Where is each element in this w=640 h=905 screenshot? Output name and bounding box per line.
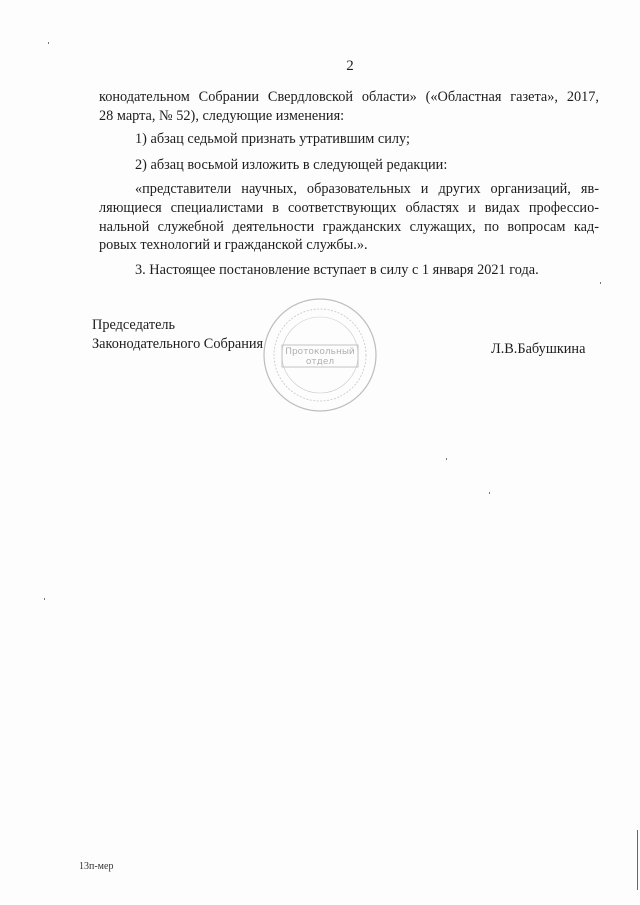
scan-edge-mark bbox=[637, 830, 638, 890]
signer-name: Л.В.Бабушкина bbox=[491, 341, 586, 357]
signature-title bbox=[92, 316, 263, 353]
quote-line-1: «представители научных, образовательных и других организаций, яв- bbox=[135, 181, 599, 198]
quote-line-3: нальной служебной деятельности гражданских служащих, по вопросам кад- bbox=[99, 218, 599, 235]
paragraph-3: 3. Настоящее постановление вступает в силу с 1 января 2021 года. bbox=[135, 261, 539, 278]
list-item-2: 2) абзац восьмой изложить в следующей редакции: bbox=[135, 156, 448, 173]
page-number: 2 bbox=[346, 58, 354, 74]
body-line-1: конодательном Собрании Свердловской области» («Областная газета», 2017, bbox=[99, 89, 599, 105]
footer-code: 13п-мер bbox=[79, 861, 114, 872]
scan-speck bbox=[600, 282, 601, 284]
quoted-text-block bbox=[99, 180, 599, 254]
scan-speck bbox=[48, 42, 49, 44]
scan-speck bbox=[446, 458, 447, 460]
quote-line-2: ляющиеся специалистами в соответствующих областях и видах профессио- bbox=[99, 199, 599, 216]
signature-title-line-2: Законодательного Собрания bbox=[92, 335, 264, 352]
body-line-2: 28 марта, № 52), следующие изменения: bbox=[99, 107, 345, 124]
list-item-1: 1) абзац седьмой признать утратившим силу; bbox=[135, 131, 410, 148]
document-body bbox=[99, 88, 599, 279]
stamp-text-line-2: отдел bbox=[305, 357, 335, 367]
scan-speck bbox=[489, 492, 490, 494]
scan-speck bbox=[44, 598, 45, 600]
signature-title-line-1: Председатель bbox=[92, 317, 176, 333]
quote-line-4: ровых технологий и гражданской службы.». bbox=[99, 237, 368, 254]
stamp-text-line-1: Протокольный bbox=[285, 347, 355, 357]
round-stamp bbox=[260, 295, 380, 415]
